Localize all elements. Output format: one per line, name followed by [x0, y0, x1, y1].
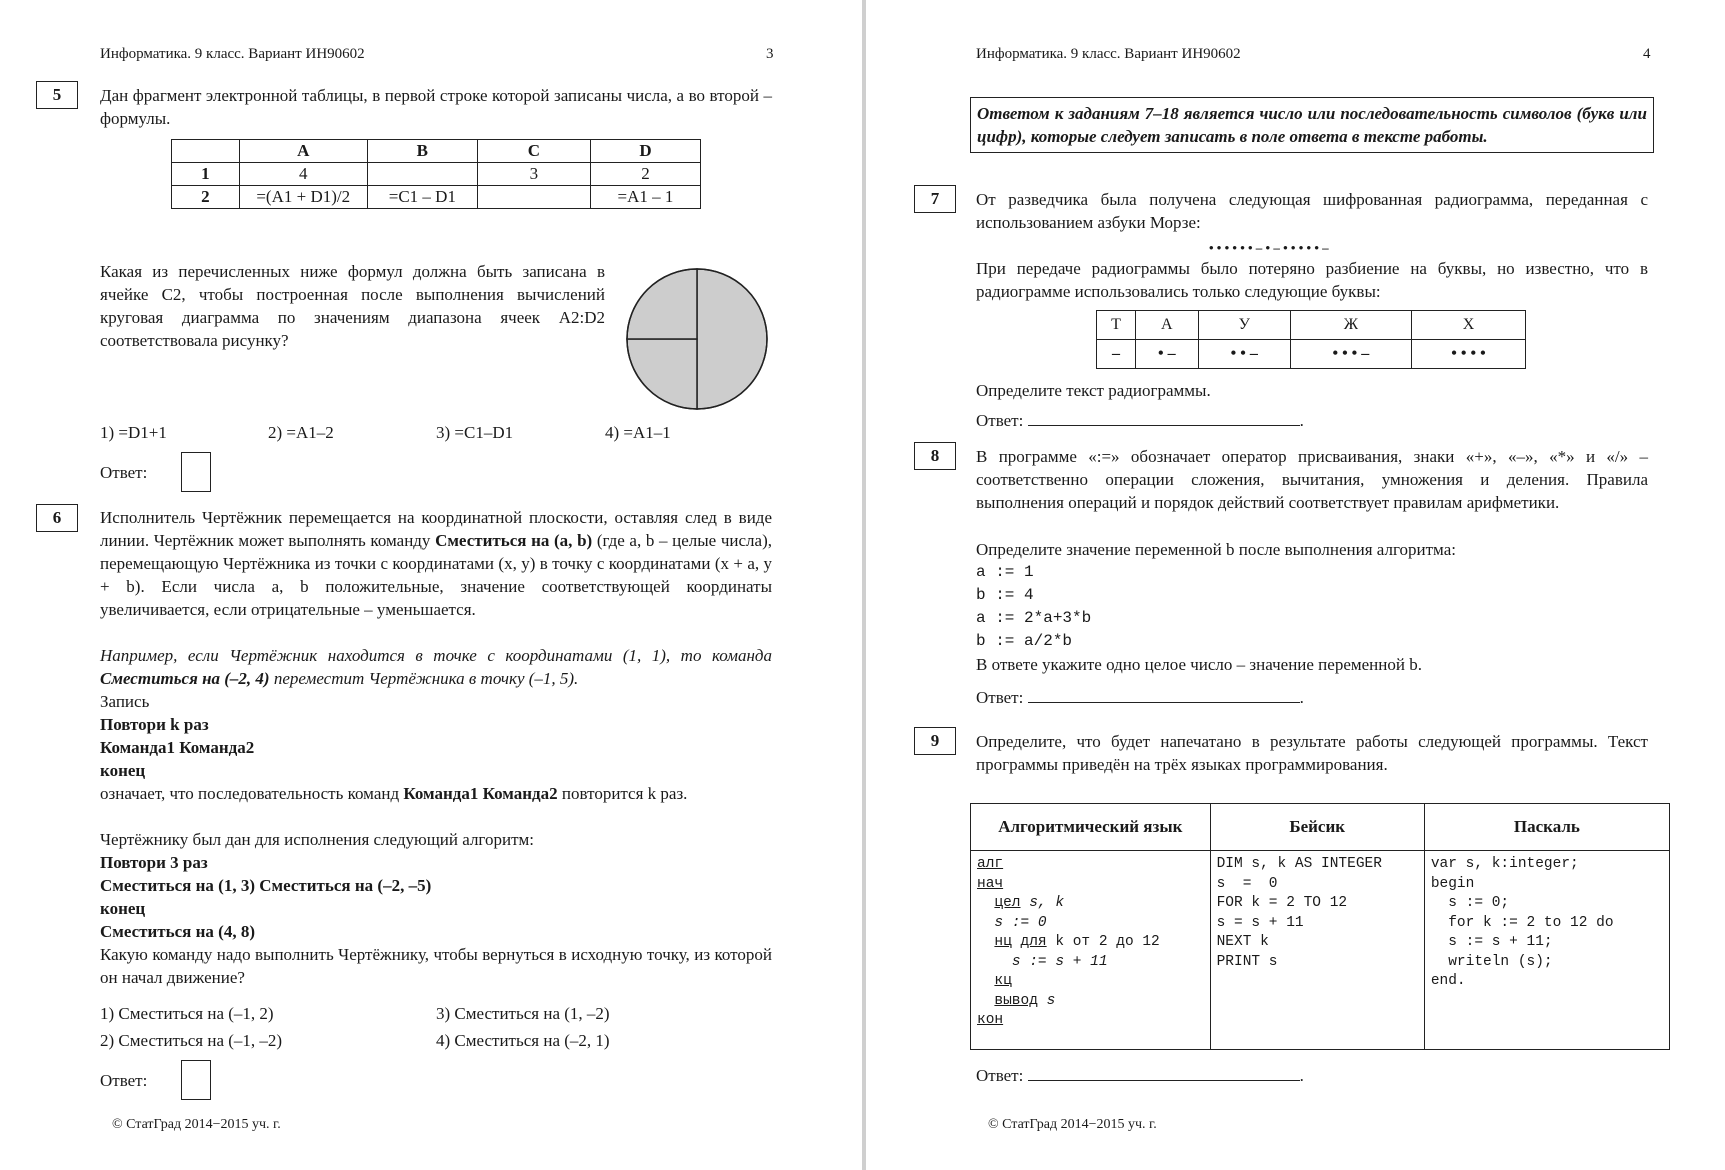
q7-answer-label: Ответ: [976, 411, 1024, 430]
table-cell: • • • • [1412, 340, 1526, 369]
table-cell: A [239, 140, 367, 163]
q5-option-1[interactable]: 1) =D1+1 [100, 423, 167, 442]
pie-slice [627, 339, 697, 409]
q6-option-3[interactable]: 3) Сместиться на (1, –2) [436, 1004, 610, 1023]
q6-question: Какую команду надо выполнить Чертёжнику, чтобы вернуться в исходную точку, из которой он начал движение? [100, 945, 772, 987]
table-cell [367, 163, 477, 186]
q6-means: означает, что последовательность команд Команда1 Команда2 повторится k раз. [100, 784, 688, 803]
q6-text: Исполнитель Чертёжник перемещается на координатной плоскости, оставляя след в виде линии. Чертёжник может выполнять команду Сместиться на (a, b) (где a, b – целые числа), перемещающую Чертёжника из точки с координатами (x, y) в точку с координатами (x + a, y + b). Если числа a, b положительные, значение соответствующей координаты увеличивается, если отрицательные – уменьшается. [100, 508, 772, 619]
pascal-code: var s, k:integer; begin s := 0; for k := 2 to 12 do s := s + 11; writeln (s); end. [1424, 851, 1669, 1050]
q6-alg-final: Сместиться на (4, 8) [100, 922, 256, 941]
q6-alg-repeat: Повтори 3 раз [100, 853, 208, 872]
q5-answer-label: Ответ: [100, 463, 148, 482]
q6-repeat-k: Повтори k раз [100, 715, 209, 734]
q7-answer: Ответ: . [976, 411, 1304, 430]
table-header: Паскаль [1424, 804, 1669, 851]
page-header: Информатика. 9 класс. Вариант ИН90602 [100, 46, 365, 62]
q8-code-2: b := 4 [976, 586, 1034, 604]
morse-codes-row [1097, 340, 1526, 369]
table-cell: 2 [172, 186, 240, 209]
q9-answer-label: Ответ: [976, 1066, 1024, 1085]
q8-code-1: a := 1 [976, 563, 1034, 581]
algorithmic-code: алг нач цел s, k s := 0 нц для k от 2 до 12 s := s + 11 кц вывод s кон [971, 851, 1211, 1050]
table-cell: • • • – [1290, 340, 1411, 369]
question-number-8: 8 [914, 442, 956, 470]
question-number-5: 5 [36, 81, 78, 109]
q6-option-1[interactable]: 1) Сместиться на (–1, 2) [100, 1004, 274, 1023]
table-cell: C [477, 140, 590, 163]
q9-answer-line[interactable] [1028, 1064, 1300, 1081]
page-number: 3 [766, 46, 774, 62]
table-cell: D [590, 140, 700, 163]
q5-option-2[interactable]: 2) =A1–2 [268, 423, 334, 442]
q5-answer-box[interactable] [181, 452, 211, 492]
q6-answer-box[interactable] [181, 1060, 211, 1100]
spreadsheet-table [171, 139, 701, 209]
q8-text: В программе «:=» обозначает оператор присваивания, знаки «+», «–», «*» и «/» – соответственно операции сложения, вычитания, умножения и деления. Правила выполнения операций и порядок действий соответствует правилам арифметики. [976, 447, 1648, 512]
q5-option-4[interactable]: 4) =A1–1 [605, 423, 671, 442]
table-cell: =(A1 + D1)/2 [239, 186, 367, 209]
q5-question: Какая из перечисленных ниже формул должна быть записана в ячейке C2, чтобы построенная после выполнения вычислений круговая диаграмма по значениям диапазона ячеек A2:D2 соответствовала рисунку? [100, 262, 605, 350]
right-page [866, 0, 1725, 1170]
left-page [0, 0, 862, 1170]
morse-letters-row [1097, 311, 1526, 340]
q7-answer-line[interactable] [1028, 409, 1300, 426]
q8-code-3: a := 2*a+3*b [976, 609, 1092, 627]
page-footer: © СтатГрад 2014−2015 уч. г. [988, 1117, 1157, 1132]
q8-note: В ответе укажите одно целое число – значение переменной b. [976, 655, 1422, 674]
page-footer: © СтатГрад 2014−2015 уч. г. [112, 1117, 281, 1132]
q5-option-3[interactable]: 3) =C1–D1 [436, 423, 514, 442]
table-cell: У [1198, 311, 1290, 340]
table-cell: =A1 – 1 [590, 186, 700, 209]
answer-notice: Ответом к заданиям 7–18 является число или последовательность символов (букв или цифр), которые следует записать в поле ответа в тексте работы. [970, 97, 1654, 153]
q6-option-2[interactable]: 2) Сместиться на (–1, –2) [100, 1031, 283, 1050]
pie-chart [624, 266, 770, 412]
q7-text2: При передаче радиограммы было потеряно разбиение на буквы, но известно, что в радиограмме использовались только следующие буквы: [976, 259, 1648, 301]
page-number: 4 [1643, 46, 1651, 62]
q6-end: конец [100, 761, 146, 780]
table-cell: – [1097, 340, 1136, 369]
q8-answer-line[interactable] [1028, 686, 1300, 703]
table-cell: • – [1135, 340, 1198, 369]
program-header-row [971, 804, 1670, 851]
table-header: Бейсик [1210, 804, 1424, 851]
page-header: Информатика. 9 класс. Вариант ИН90602 [976, 46, 1241, 62]
question-number-6: 6 [36, 504, 78, 532]
q8-question: Определите значение переменной b после выполнения алгоритма: [976, 540, 1456, 559]
q6-commands: Команда1 Команда2 [100, 738, 255, 757]
q9-text: Определите, что будет напечатано в результате работы следующей программы. Текст программы приведён на трёх языках программирования. [976, 732, 1648, 774]
basic-code: DIM s, k AS INTEGER s = 0 FOR k = 2 TO 12 s = s + 11 NEXT k PRINT s [1210, 851, 1424, 1050]
program-table [970, 803, 1670, 1050]
q6-alg-end: конец [100, 899, 146, 918]
table-cell: 1 [172, 163, 240, 186]
q6-option-4[interactable]: 4) Сместиться на (–2, 1) [436, 1031, 610, 1050]
table-cell: =C1 – D1 [367, 186, 477, 209]
table-row [172, 186, 701, 209]
question-number-7: 7 [914, 185, 956, 213]
table-cell: 3 [477, 163, 590, 186]
table-cell: • • – [1198, 340, 1290, 369]
q9-answer: Ответ: . [976, 1066, 1304, 1085]
table-cell: 4 [239, 163, 367, 186]
table-header-row [172, 140, 701, 163]
table-cell: А [1135, 311, 1198, 340]
q5-text: Дан фрагмент электронной таблицы, в первой строке которой записаны числа, а во второй – формулы. [100, 86, 772, 128]
table-cell: Т [1097, 311, 1136, 340]
table-cell: Х [1412, 311, 1526, 340]
pie-slice [627, 269, 697, 339]
q6-alg-moves: Сместиться на (1, 3) Сместиться на (–2, –5) [100, 876, 432, 895]
table-cell [477, 186, 590, 209]
q6-example: Например, если Чертёжник находится в точке с координатами (1, 1), то команда Сместиться на (–2, 4) переместит Чертёжника в точку (–1, 5). [100, 646, 772, 688]
q8-answer: Ответ: . [976, 688, 1304, 707]
table-header: Алгоритмический язык [971, 804, 1211, 851]
program-code-row [971, 851, 1670, 1050]
pie-slice [697, 269, 767, 409]
q8-answer-label: Ответ: [976, 688, 1024, 707]
table-cell [172, 140, 240, 163]
table-cell: 2 [590, 163, 700, 186]
table-row [172, 163, 701, 186]
question-number-9: 9 [914, 727, 956, 755]
q7-question: Определите текст радиограммы. [976, 381, 1211, 400]
morse-code: • • • • • • – • – • • • • • – [1209, 240, 1329, 255]
table-cell: B [367, 140, 477, 163]
q7-text: От разведчика была получена следующая шифрованная радиограмма, переданная с использованием азбуки Морзе: [976, 190, 1648, 232]
q8-code-4: b := a/2*b [976, 632, 1073, 650]
q6-answer-label: Ответ: [100, 1071, 148, 1090]
morse-table [1096, 310, 1526, 369]
q6-given: Чертёжнику был дан для исполнения следующий алгоритм: [100, 830, 534, 849]
q6-record: Запись [100, 692, 150, 711]
table-cell: Ж [1290, 311, 1411, 340]
